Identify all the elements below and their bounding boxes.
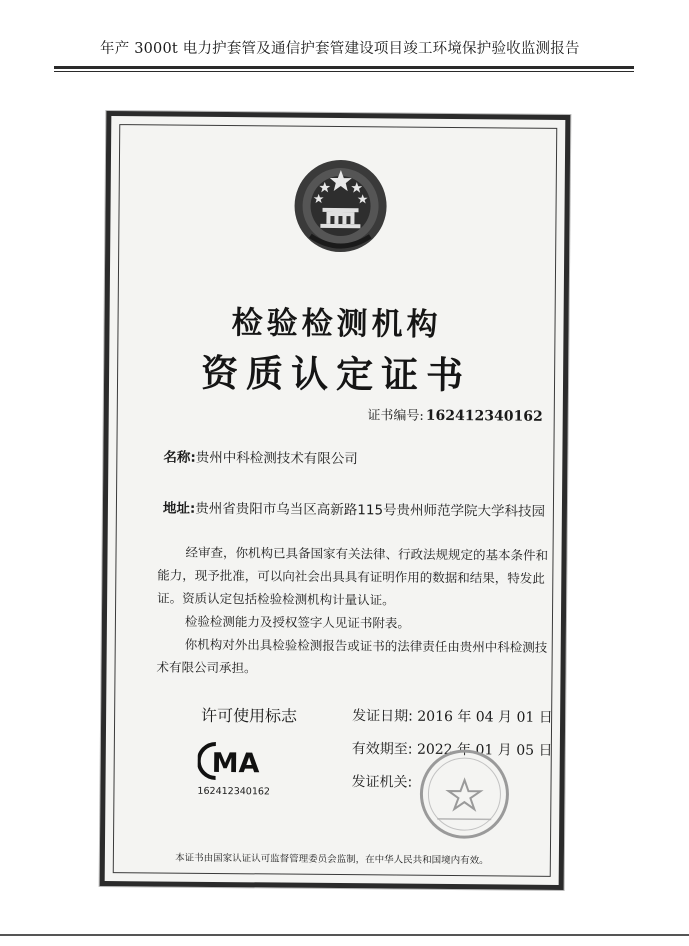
certificate-number-label: 证书编号:	[367, 408, 424, 424]
valid-until-label: 有效期至:	[351, 741, 413, 758]
national-emblem-icon	[290, 156, 391, 257]
license-mark-number: 162412340162	[197, 785, 271, 798]
issuer-label: 发证机关:	[351, 774, 413, 791]
institution-address-label: 地址:	[162, 500, 196, 517]
issue-date-row	[352, 700, 553, 735]
institution-name-label: 名称:	[163, 449, 196, 466]
institution-name-value: 贵州中科检测技术有限公司	[195, 449, 358, 468]
body-paragraph-annex: 检验检测能力及授权签字人见证书附表。	[184, 613, 411, 631]
certificate-number-value: 162412340162	[425, 407, 543, 425]
certificate-body	[156, 540, 557, 681]
report-header-title: 年产 3000t 电力护套管及通信护套管建设项目竣工环境保护验收监测报告	[100, 41, 580, 57]
official-seal-icon	[417, 747, 512, 842]
certificate-title-line1: 检验检测机构	[231, 305, 442, 343]
issue-date-label: 发证日期:	[352, 708, 413, 725]
body-paragraph-approval: 经审查，你机构已具备国家有关法律、行政法规规定的基本条件和能力，现予批准，可以向社会出具具有证明作用的数据和结果，特发此证。资质认定包括检验检测机构计量认证。	[157, 544, 549, 608]
certificate-number	[367, 404, 542, 425]
certificate	[100, 111, 571, 890]
report-header	[0, 0, 689, 72]
cma-logo-letters: MA	[211, 747, 260, 780]
page-bottom-rule	[0, 934, 689, 936]
cma-mark-icon	[198, 740, 282, 783]
institution-address-value: 贵州省贵阳市乌当区高新路115号贵州师范学院大学科技园	[195, 500, 546, 520]
institution-address	[163, 497, 563, 523]
header-rule-thin	[54, 71, 634, 72]
institution-name	[163, 446, 358, 468]
valid-until-value: 2022 年 01 月 05 日	[416, 741, 553, 759]
body-paragraph-liability: 你机构对外出具检验检测报告或证书的法律责任由贵州中科检测技术有限公司承担。	[156, 636, 548, 676]
header-rule-thick	[54, 66, 634, 69]
issue-date-value: 2016 年 04 月 01 日	[417, 708, 553, 726]
certificate-title-line2: 资质认定证书	[200, 351, 472, 398]
license-mark-title: 许可使用标志	[201, 705, 298, 726]
certificate-footer-note: 本证书由国家认证认可监督管理委员会监制，在中华人民共和国境内有效。	[175, 852, 489, 867]
license-mark-block	[183, 703, 314, 798]
